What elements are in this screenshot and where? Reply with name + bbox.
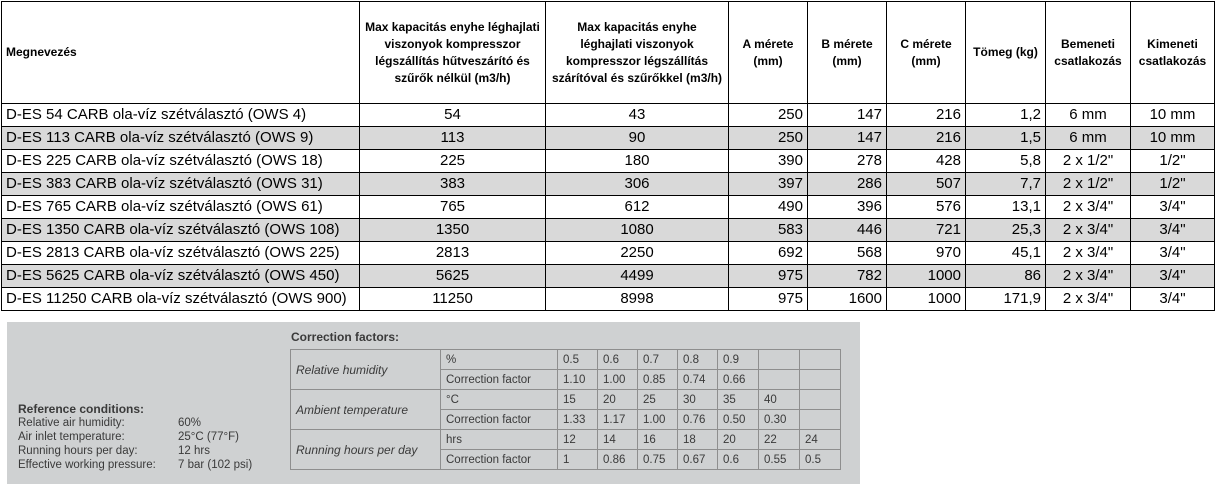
correction-factors-title: Correction factors: (291, 330, 400, 344)
cell-name: D-ES 765 CARB ola-víz szétválasztó (OWS 61) (2, 196, 360, 219)
header-outlet: Kimeneti csatlakozás (1131, 2, 1215, 104)
cell-outlet: 3/4" (1131, 265, 1215, 288)
cf-factor: 1.00 (638, 410, 678, 430)
header-dim-c: C mérete (mm) (887, 2, 966, 104)
cf-value: 14 (598, 430, 638, 450)
cell-capacity-with-dryer: 90 (546, 127, 729, 150)
separator-spec-table (1, 1, 1215, 311)
reference-value: 12 hrs (178, 445, 210, 457)
cell-outlet: 3/4" (1131, 196, 1215, 219)
cell-dim-b: 286 (808, 173, 887, 196)
cell-mass: 5,8 (966, 150, 1046, 173)
cell-outlet: 3/4" (1131, 242, 1215, 265)
cell-capacity-no-dryer: 2813 (360, 242, 546, 265)
cell-dim-a: 390 (729, 150, 808, 173)
cf-factor-label: Correction factor (441, 370, 558, 390)
cf-value: 0.9 (718, 350, 759, 370)
cell-inlet: 2 x 3/4" (1046, 242, 1131, 265)
cf-unit: °C (441, 390, 558, 410)
cell-dim-a: 250 (729, 104, 808, 127)
table-row (2, 104, 1215, 127)
spec-header-row (2, 2, 1215, 104)
cell-dim-a: 975 (729, 288, 808, 311)
cell-dim-a: 397 (729, 173, 808, 196)
cf-factor: 0.30 (759, 410, 800, 430)
cell-dim-c: 507 (887, 173, 966, 196)
cf-value: 0.8 (678, 350, 718, 370)
cell-dim-b: 147 (808, 127, 887, 150)
cell-name: D-ES 2813 CARB ola-víz szétválasztó (OWS 225) (2, 242, 360, 265)
cell-capacity-with-dryer: 8998 (546, 288, 729, 311)
cell-name: D-ES 54 CARB ola-víz szétválasztó (OWS 4) (2, 104, 360, 127)
table-row (2, 265, 1215, 288)
table-row (2, 150, 1215, 173)
cell-dim-c: 216 (887, 127, 966, 150)
cf-label-humidity: Relative humidity (291, 350, 441, 390)
cf-factor: 1.17 (598, 410, 638, 430)
cell-inlet: 2 x 3/4" (1046, 219, 1131, 242)
cf-factor: 0.55 (759, 450, 800, 470)
cf-value: 0.6 (598, 350, 638, 370)
cf-factor (759, 370, 800, 390)
table-row (2, 242, 1215, 265)
cf-unit: % (441, 350, 558, 370)
cell-capacity-no-dryer: 225 (360, 150, 546, 173)
cell-dim-c: 576 (887, 196, 966, 219)
cf-label-hours: Running hours per day (291, 430, 441, 470)
cell-dim-c: 428 (887, 150, 966, 173)
table-row (2, 127, 1215, 150)
cf-factor: 1.33 (558, 410, 598, 430)
cell-capacity-no-dryer: 113 (360, 127, 546, 150)
cf-factor: 1.00 (598, 370, 638, 390)
table-row (2, 196, 1215, 219)
cell-dim-c: 1000 (887, 265, 966, 288)
cf-factor: 1 (558, 450, 598, 470)
cell-mass: 13,1 (966, 196, 1046, 219)
cf-factor: 0.86 (598, 450, 638, 470)
cf-factor-label: Correction factor (441, 450, 558, 470)
cell-dim-b: 568 (808, 242, 887, 265)
cf-value: 0.5 (558, 350, 598, 370)
header-inlet: Bemeneti csatlakozás (1046, 2, 1131, 104)
cell-capacity-with-dryer: 306 (546, 173, 729, 196)
reference-label: Relative air humidity: (18, 417, 125, 429)
cell-mass: 1,2 (966, 104, 1046, 127)
cell-inlet: 2 x 1/2" (1046, 150, 1131, 173)
cf-value: 25 (638, 390, 678, 410)
cf-factor: 0.5 (800, 450, 841, 470)
cf-factor: 1.10 (558, 370, 598, 390)
cell-capacity-no-dryer: 11250 (360, 288, 546, 311)
reference-label: Running hours per day: (18, 445, 138, 457)
cf-factor-label: Correction factor (441, 410, 558, 430)
cell-dim-b: 396 (808, 196, 887, 219)
cf-row-temperature-values (291, 390, 841, 410)
cf-unit: hrs (441, 430, 558, 450)
cell-outlet: 1/2" (1131, 173, 1215, 196)
reference-value: 60% (178, 417, 202, 429)
cell-mass: 86 (966, 265, 1046, 288)
correction-factors-panel (7, 322, 860, 484)
cell-dim-c: 721 (887, 219, 966, 242)
reference-row-pressure (18, 459, 253, 471)
cell-mass: 171,9 (966, 288, 1046, 311)
header-mass: Tömeg (kg) (966, 2, 1046, 104)
cell-inlet: 2 x 1/2" (1046, 173, 1131, 196)
reference-label: Effective working pressure: (18, 459, 156, 471)
header-dim-a: A mérete (mm) (729, 2, 808, 104)
cf-factor: 0.74 (678, 370, 718, 390)
cell-name: D-ES 225 CARB ola-víz szétválasztó (OWS 18) (2, 150, 360, 173)
cell-dim-b: 446 (808, 219, 887, 242)
cf-value: 20 (598, 390, 638, 410)
cell-dim-a: 975 (729, 265, 808, 288)
cell-inlet: 2 x 3/4" (1046, 265, 1131, 288)
reference-value: 7 bar (102 psi) (178, 459, 253, 471)
cell-outlet: 3/4" (1131, 219, 1215, 242)
cell-inlet: 6 mm (1046, 127, 1131, 150)
cell-capacity-no-dryer: 765 (360, 196, 546, 219)
cf-value (759, 350, 800, 370)
correction-factors-table (290, 349, 841, 470)
header-dim-b: B mérete (mm) (808, 2, 887, 104)
cf-row-hours-values (291, 430, 841, 450)
cf-value: 24 (800, 430, 841, 450)
cell-dim-c: 1000 (887, 288, 966, 311)
cell-dim-c: 970 (887, 242, 966, 265)
cf-value: 20 (718, 430, 759, 450)
cell-dim-b: 147 (808, 104, 887, 127)
cf-row-humidity-values (291, 350, 841, 370)
cf-factor: 0.50 (718, 410, 759, 430)
cell-outlet: 3/4" (1131, 288, 1215, 311)
cell-capacity-no-dryer: 5625 (360, 265, 546, 288)
cf-value: 18 (678, 430, 718, 450)
cell-name: D-ES 383 CARB ola-víz szétválasztó (OWS 31) (2, 173, 360, 196)
cf-value: 22 (759, 430, 800, 450)
header-capacity-no-dryer: Max kapacitás enyhe léghajlati viszonyok kompresszor légszállítás hűtveszárító és szűrők nélkül (m3/h) (360, 2, 546, 104)
cell-name: D-ES 113 CARB ola-víz szétválasztó (OWS 9) (2, 127, 360, 150)
cell-mass: 25,3 (966, 219, 1046, 242)
cell-dim-a: 250 (729, 127, 808, 150)
cell-mass: 1,5 (966, 127, 1046, 150)
cell-outlet: 10 mm (1131, 104, 1215, 127)
cf-value (800, 390, 841, 410)
cell-capacity-with-dryer: 4499 (546, 265, 729, 288)
cell-capacity-with-dryer: 612 (546, 196, 729, 219)
table-row (2, 173, 1215, 196)
cf-value: 30 (678, 390, 718, 410)
cell-mass: 45,1 (966, 242, 1046, 265)
cell-inlet: 2 x 3/4" (1046, 288, 1131, 311)
cf-value: 16 (638, 430, 678, 450)
cell-outlet: 10 mm (1131, 127, 1215, 150)
cell-capacity-no-dryer: 1350 (360, 219, 546, 242)
cell-dim-b: 782 (808, 265, 887, 288)
cell-capacity-with-dryer: 1080 (546, 219, 729, 242)
reference-value: 25°C (77°F) (178, 431, 239, 443)
cell-dim-a: 692 (729, 242, 808, 265)
cell-dim-c: 216 (887, 104, 966, 127)
cell-capacity-with-dryer: 2250 (546, 242, 729, 265)
cell-dim-b: 278 (808, 150, 887, 173)
cf-label-temperature: Ambient temperature (291, 390, 441, 430)
reference-row-hours (18, 445, 210, 457)
table-row (2, 219, 1215, 242)
header-capacity-with-dryer: Max kapacitás enyhe léghajlati viszonyok kompresszor légszállítás szárítóval és szűrőkkel (m3/h) (546, 2, 729, 104)
cf-value (800, 350, 841, 370)
cf-value: 15 (558, 390, 598, 410)
header-name: Megnevezés (2, 2, 360, 104)
cell-name: D-ES 5625 CARB ola-víz szétválasztó (OWS 450) (2, 265, 360, 288)
table-row (2, 288, 1215, 311)
cell-dim-a: 583 (729, 219, 808, 242)
cf-factor (800, 370, 841, 390)
cf-factor: 0.6 (718, 450, 759, 470)
cell-capacity-no-dryer: 383 (360, 173, 546, 196)
cf-value: 12 (558, 430, 598, 450)
cell-mass: 7,7 (966, 173, 1046, 196)
cell-inlet: 6 mm (1046, 104, 1131, 127)
cf-value: 40 (759, 390, 800, 410)
reference-conditions-title: Reference conditions: (18, 402, 145, 416)
cf-value: 0.7 (638, 350, 678, 370)
cell-capacity-with-dryer: 180 (546, 150, 729, 173)
reference-row-humidity (18, 417, 202, 429)
cell-dim-a: 490 (729, 196, 808, 219)
reference-row-temperature (18, 431, 239, 443)
cell-inlet: 2 x 3/4" (1046, 196, 1131, 219)
cell-capacity-no-dryer: 54 (360, 104, 546, 127)
reference-label: Air inlet temperature: (18, 431, 125, 443)
cf-value: 35 (718, 390, 759, 410)
cell-capacity-with-dryer: 43 (546, 104, 729, 127)
cf-factor: 0.76 (678, 410, 718, 430)
cf-factor: 0.66 (718, 370, 759, 390)
cell-dim-b: 1600 (808, 288, 887, 311)
cf-factor: 0.67 (678, 450, 718, 470)
cell-name: D-ES 1350 CARB ola-víz szétválasztó (OWS 108) (2, 219, 360, 242)
cf-factor: 0.75 (638, 450, 678, 470)
cell-outlet: 1/2" (1131, 150, 1215, 173)
cell-name: D-ES 11250 CARB ola-víz szétválasztó (OWS 900) (2, 288, 360, 311)
cf-factor: 0.85 (638, 370, 678, 390)
cf-factor (800, 410, 841, 430)
